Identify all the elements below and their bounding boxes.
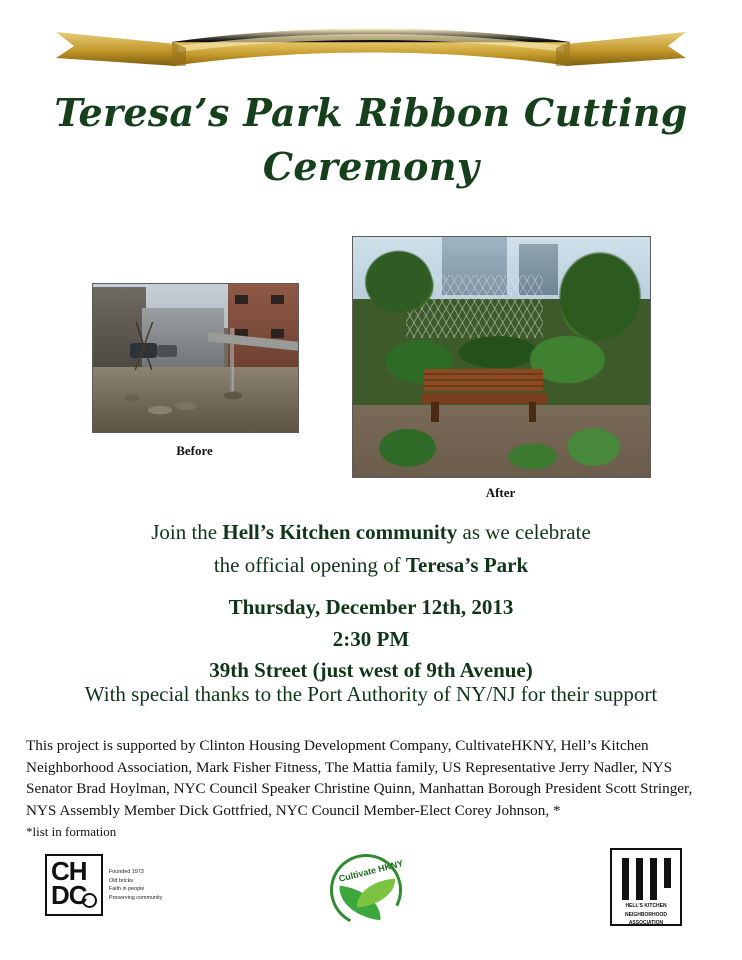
invitation-line-1-bold: Hell’s Kitchen community [222,520,458,544]
invitation-text [0,516,742,581]
event-location: 39th Street (just west of 9th Avenue) [209,658,533,682]
caption-after: After [485,485,516,500]
invitation-line-1-post: as we celebrate [457,520,591,544]
title-line-2: Ceremony [262,143,480,189]
after-foreground-plants [353,415,650,477]
chdc-monogram [45,854,103,916]
chdc-tagline-line-3: Faith in people [109,886,145,893]
chdc-tagline-line-2: Old bricks [109,877,133,884]
before-debris [105,382,285,420]
bench-seat [421,393,547,404]
event-details [0,592,742,687]
bench-backrest [424,369,543,391]
chdc-monogram-line-2: DC [51,879,87,910]
hkna-bar-3 [650,858,657,900]
hkna-bar-1 [622,858,629,900]
invitation-line-1 [0,516,742,549]
invitation-line-2-bold: Teresa’s Park [405,552,529,577]
invitation-line-1-pre: Join the [151,520,223,544]
chdc-tagline [109,868,162,903]
hkna-wordmark [612,902,680,928]
photo-before [92,283,299,433]
hkna-bar-4 [664,858,671,888]
hkna-wordmark-line-2: NEIGHBORHOOD [625,911,667,918]
supporters-paragraph: This project is supported by Clinton Housing Development Company, CultivateHKNY, Hell’s Kitchen Neighborhood Association, Mark Fisher Fitness, The Mattia family, US Representative Jerry Nadler, NYS Senator Brad Hoylman, NYC Council Speaker Christine Quinn, Manhattan Borough President Scott Stringer, NYS Assembly Member Dick Gottfried, NYC Council Member-Elect Corey Johnson, * [26,737,693,819]
chdc-dot-icon [82,893,97,908]
ribbon-icon [0,22,742,86]
invitation-line-2-pre: the official opening of [213,552,406,577]
chdc-tagline-line-4: Preserving community [109,894,163,901]
cultivate-wordmark: Cultivate HKNY [337,858,405,884]
special-thanks: With special thanks to the Port Authority of NY/NJ for their support [84,682,658,706]
hkna-skyline-icon [622,858,672,900]
logo-cultivate-hkny [322,850,414,924]
chdc-monogram-line-1: CH [51,856,87,886]
chdc-tagline-line-1: Founded 1973 [109,869,144,875]
logo-hkna [610,848,682,926]
event-date: Thursday, December 12th, 2013 [228,595,514,619]
logo-chdc [45,852,170,924]
title-line-1: Teresa’s Park Ribbon Cutting [54,90,688,135]
hkna-bar-2 [636,858,643,900]
list-in-formation-note: *list in formation [26,824,117,839]
event-time: 2:30 PM [332,626,410,651]
before-branches [114,322,176,369]
hkna-wordmark-line-1: HELL’S KITCHEN [625,903,667,909]
invitation-line-2 [0,549,742,582]
hkna-wordmark-line-3: ASSOCIATION [628,920,664,926]
flyer-title [0,86,742,194]
caption-before: Before [176,443,213,458]
photo-after [352,236,651,478]
ribbon-banner [0,22,742,86]
